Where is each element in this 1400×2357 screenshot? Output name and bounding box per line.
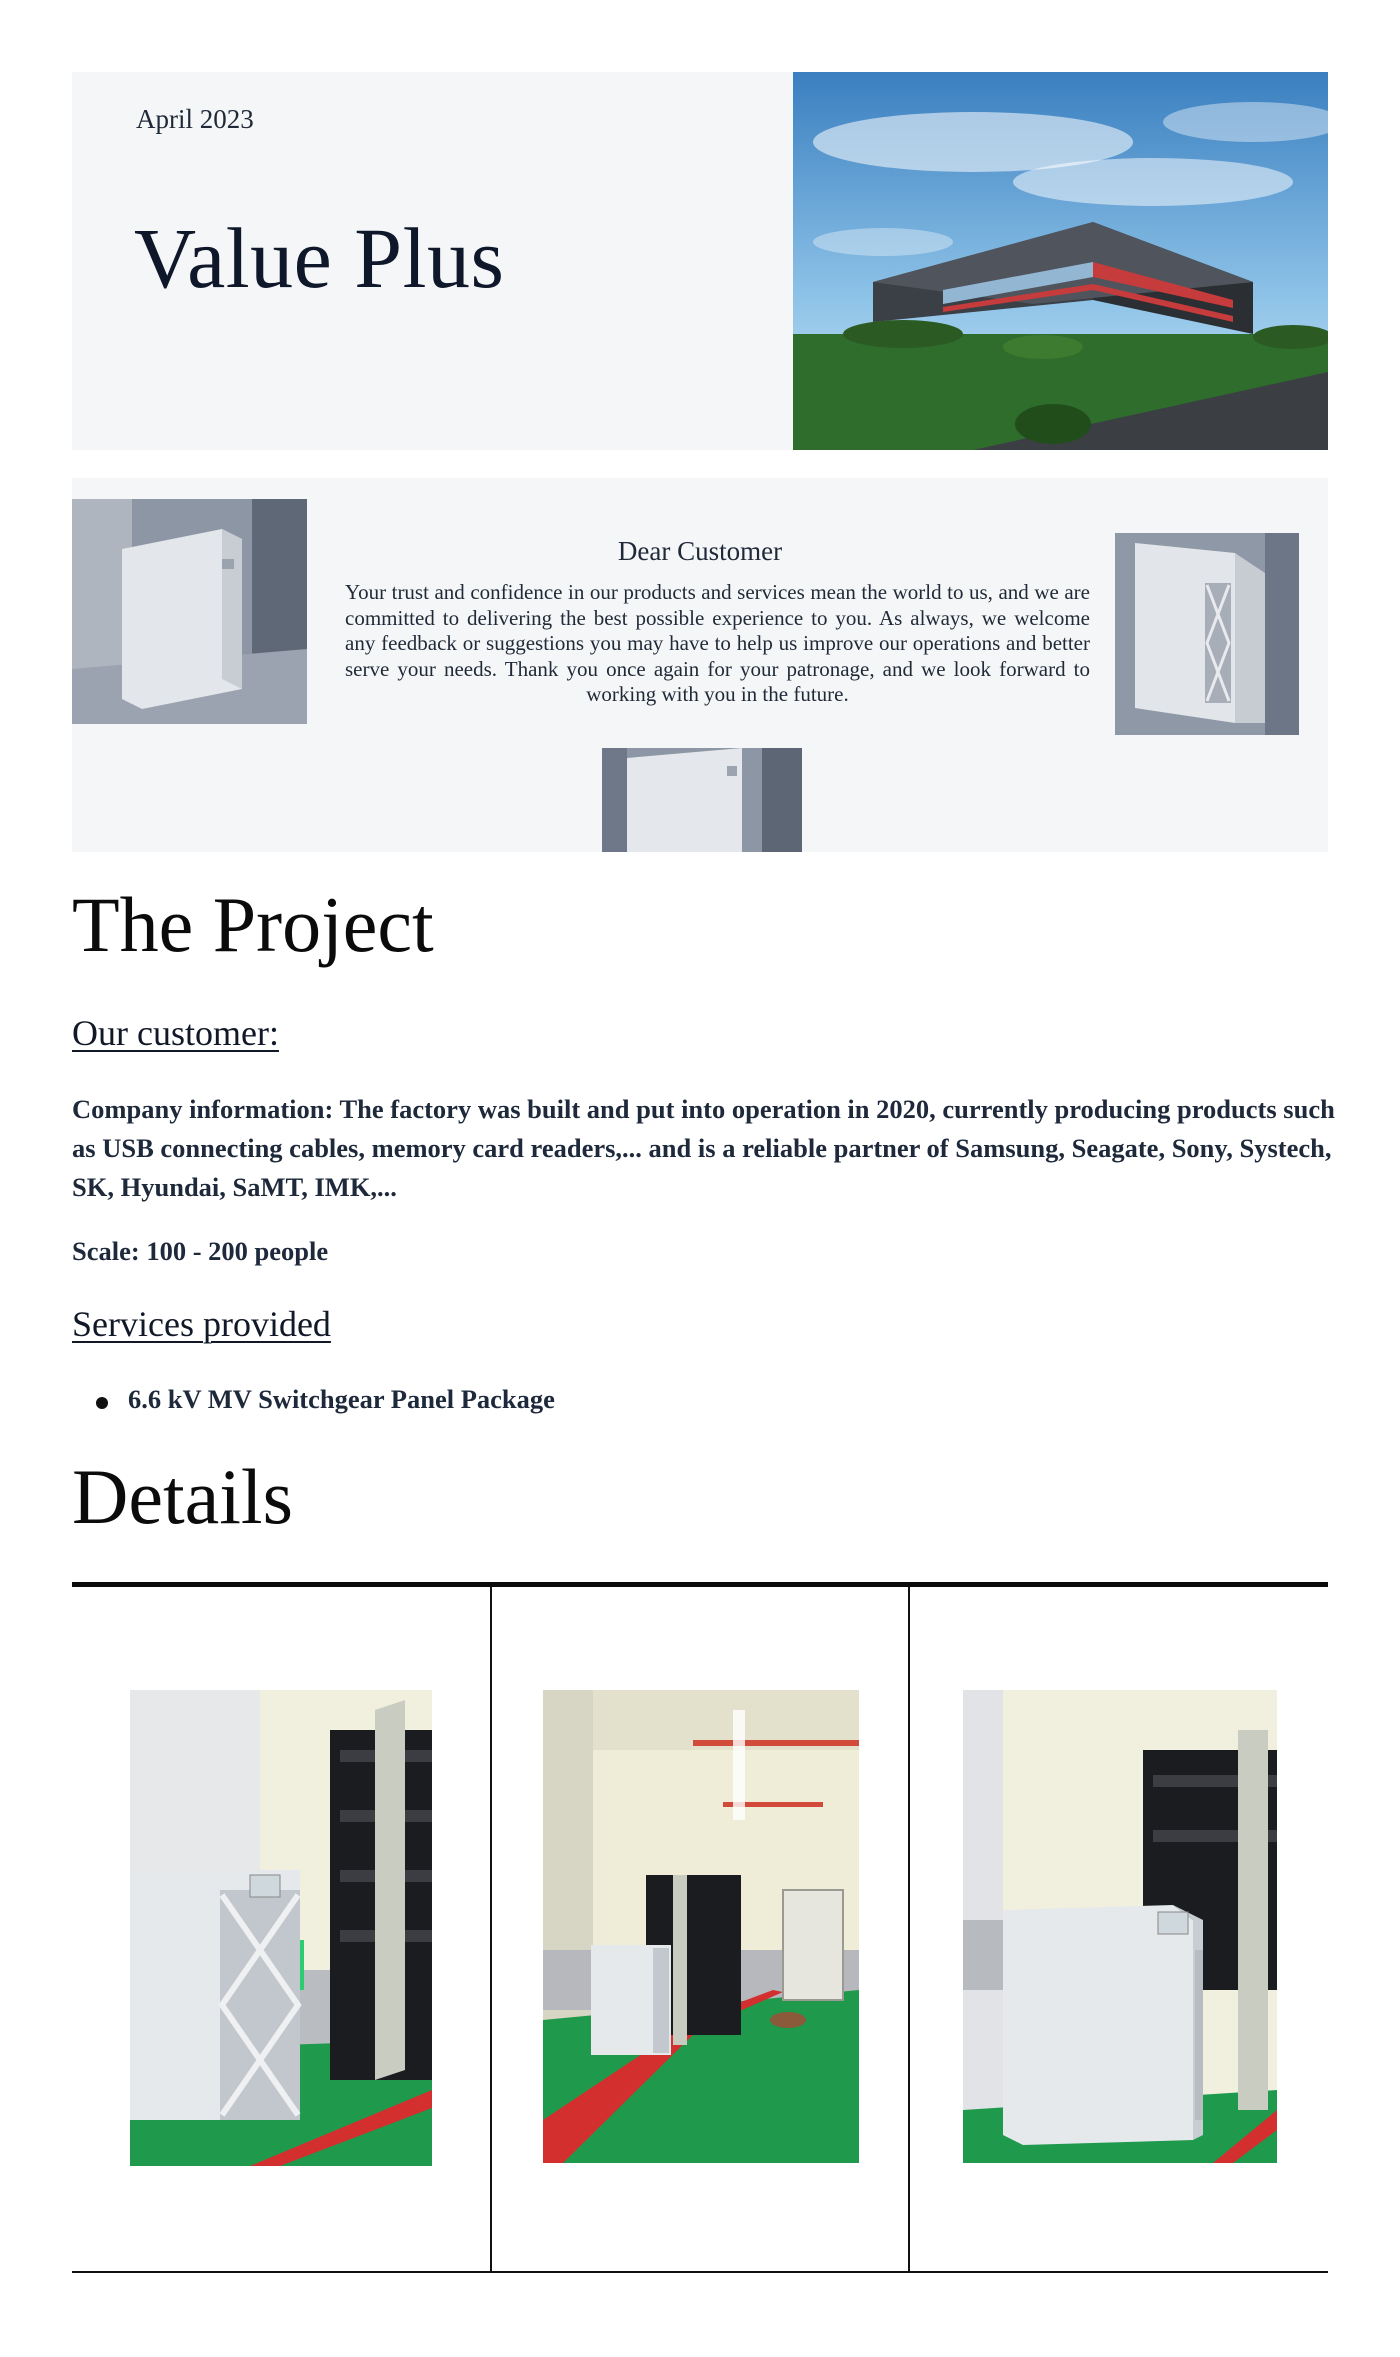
details-table-bottom-border — [72, 2271, 1328, 2273]
details-title: Details — [72, 1453, 293, 1540]
services-heading: Services provided — [72, 1304, 331, 1344]
details-table-divider — [908, 1587, 910, 2273]
ups-cabinet-photo — [72, 499, 307, 724]
company-scale: Scale: 100 - 200 people — [72, 1236, 329, 1266]
ups-cabinet-photo-side — [1115, 533, 1299, 735]
project-title: The Project — [72, 881, 434, 968]
detail-photo-cabinet-side — [963, 1690, 1277, 2163]
brand-title: Value Plus — [134, 210, 505, 306]
service-item: 6.6 kV MV Switchgear Panel Package — [128, 1384, 555, 1414]
details-table-divider — [490, 1587, 492, 2273]
company-information: Company information: The factory was built and put into operation in 2020, currently producing products such as USB connecting cables, memory card readers,... and is a reliable partner of Samsung, Seagate, Sony, Systech, SK, Hyundai, SaMT, IMK,... — [72, 1094, 1335, 1202]
ups-cabinet-photo-top — [602, 748, 802, 852]
letter-body: Your trust and confidence in our products and services mean the world to us, and we are committed to delivering the best possible experience to you. As always, we welcome any feedback or suggestions you may have to help us improve our operations and better serve your needs. Thank you once again for your patronage, and we look forward to working with you in the future. — [345, 580, 1090, 706]
customer-heading: Our customer: — [72, 1013, 279, 1053]
issue-date: April 2023 — [136, 104, 254, 134]
letter-title: Dear Customer — [617, 536, 783, 566]
factory-building-photo — [793, 72, 1328, 450]
detail-photo-cabinet-front — [130, 1690, 432, 2166]
bullet-icon — [96, 1397, 108, 1409]
details-table-top-border — [72, 1582, 1328, 1587]
detail-photo-room — [543, 1690, 859, 2163]
